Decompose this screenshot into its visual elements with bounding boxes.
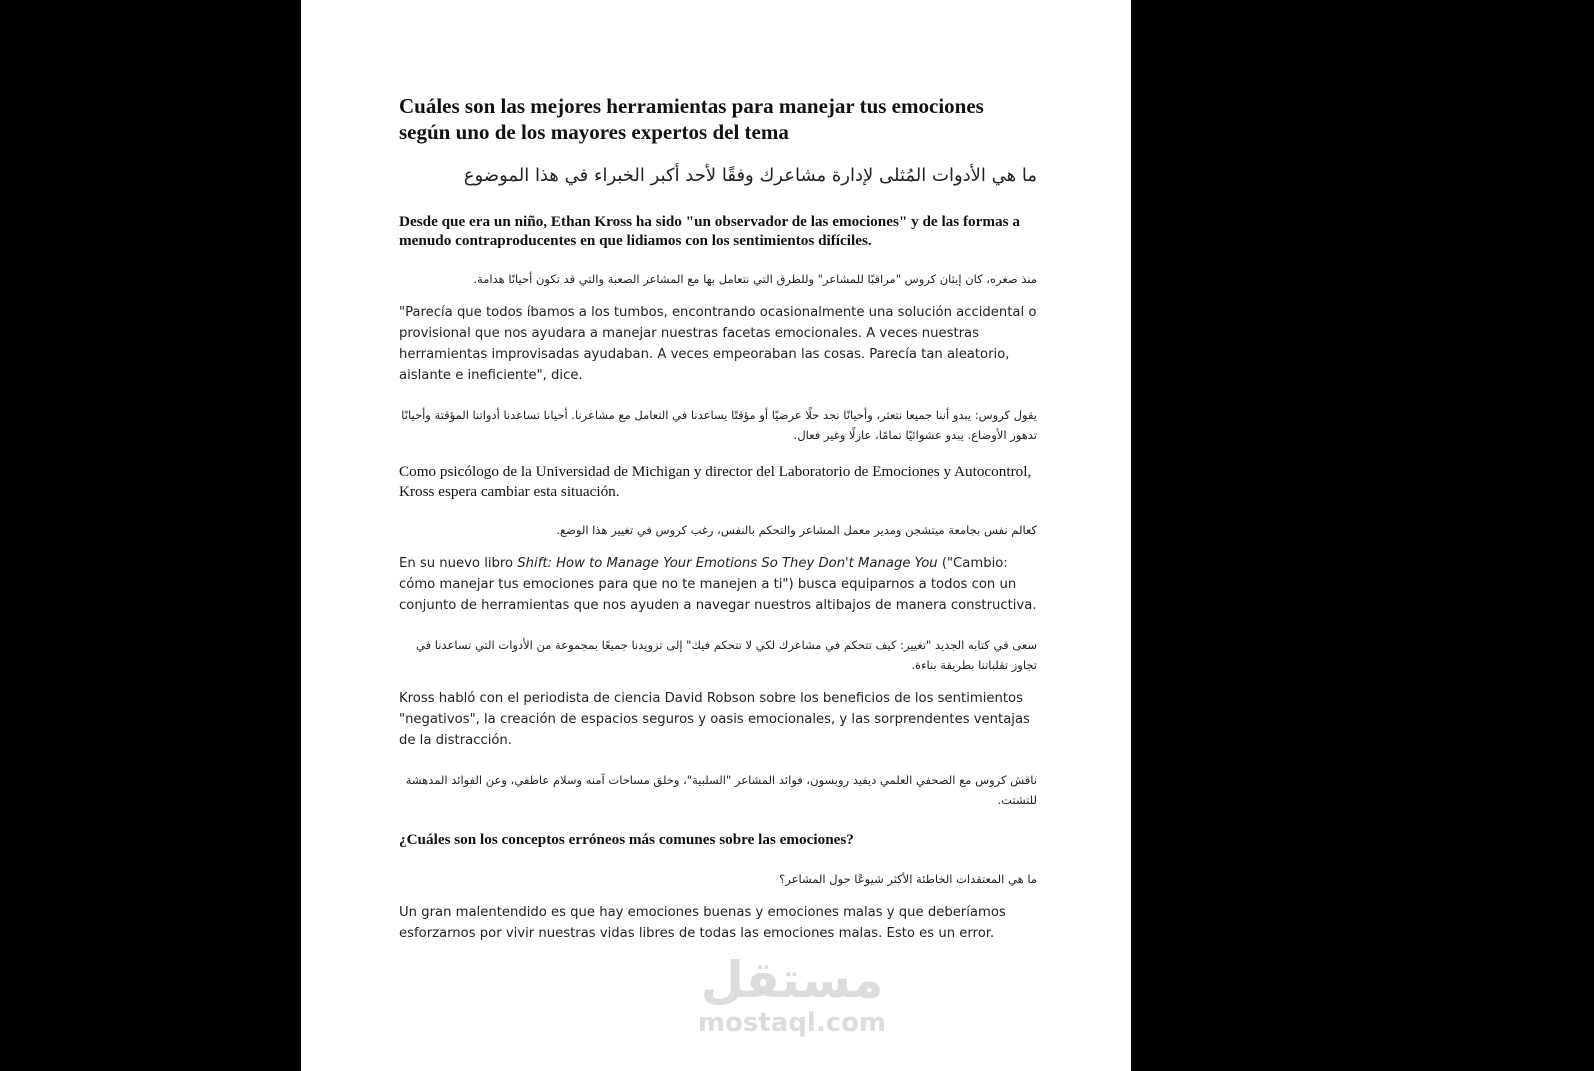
psychologist-paragraph-arabic: كعالم نفس بجامعة ميتشجن ومدير معمل المشاعر والتحكم بالنفس، رغب كروس في تغيير هذا الوضع.	[556, 523, 1037, 537]
section-subheading: ¿Cuáles son los conceptos erróneos más comunes sobre las emociones?	[399, 831, 854, 848]
lead-paragraph: Desde que era un niño, Ethan Kross ha sido "un observador de las emociones" y de las formas a menudo contraproducentes en que lidiamos con los sentimientos difíciles.	[399, 213, 1020, 249]
book-paragraph-arabic: سعى في كتابه الجديد "تغيير: كيف تتحكم في مشاعرك لكي لا تتحكم فيك" إلى تزويدنا جميعًا بمجموعة من الأدوات التي تساعدنا في تجاوز تقلباتنا بطريقة بناءة.	[416, 638, 1037, 672]
section-subheading-arabic: ما هي المعتقدات الخاطئة الأكثر شيوعًا حول المشاعر؟	[779, 872, 1037, 886]
book-paragraph-rest: ("Cambio: cómo manejar tus emociones para que no te manejen a ti") busca equiparnos a todos con un conjunto de herramientas que nos ayuden a navegar nuestros altibajos de manera constructiva.	[399, 556, 1037, 613]
interview-paragraph-arabic: ناقش كروس مع الصحفي العلمي ديفيد روبسون، فوائد المشاعر "السلبية"، وخلق مساحات آمنه وسلام عاطفي، وعن الفوائد المدهشة للتشتت.	[405, 773, 1037, 807]
book-paragraph	[399, 553, 1037, 616]
watermark-latin-text: mostaql.com	[697, 1008, 887, 1038]
book-paragraph-intro: En su nuevo libro	[399, 556, 518, 571]
watermark-arabic-text: مستقل	[700, 951, 884, 1009]
document-content	[399, 93, 1037, 944]
lead-paragraph-arabic: منذ صغره، كان إيثان كروس "مراقبًا للمشاعر" وللطرق التي نتعامل بها مع المشاعر الصعبة والتي قد تكون أحيانًا هدامة.	[473, 272, 1037, 286]
quote-paragraph: "Parecía que todos íbamos a los tumbos, encontrando ocasionalmente una solución accidental o provisional que nos ayudara a manejar nuestras facetas emocionales. A veces nuestras herramientas improvisadas ayudaban. A veces empeoraban las cosas. Parecía tan aleatorio, aislante e ineficiente", dice.	[399, 305, 1037, 383]
interview-paragraph: Kross habló con el periodista de ciencia David Robson sobre los beneficios de los sentimientos "negativos", la creación de espacios seguros y oasis emocionales, y las sorprendentes ventajas de la distracción.	[399, 691, 1030, 748]
article-title-arabic: ما هي الأدوات المُثلى لإدارة مشاعرك وفقًا لأحد أكبر الخبراء في هذا الموضوع	[463, 165, 1037, 186]
book-title: Shift: How to Manage Your Emotions So They Don't Manage You	[517, 556, 938, 571]
psychologist-paragraph: Como psicólogo de la Universidad de Michigan y director del Laboratorio de Emociones y Autocontrol, Kross espera cambiar esta situación.	[399, 463, 1032, 500]
mostaql-watermark	[692, 952, 892, 1038]
quote-paragraph-arabic: يقول كروس: يبدو أننا جميعا نتعثر، وأحيانًا نجد حلًا عرضيًا أو مؤقتًا يساعدنا في التعامل مع مشاعرنا. أحيانا تساعدنا أدواتنا المؤقتة وأحيانًا تدهور الأوضاع. يبدو عشوائيًا تمامًا، عازلًا وغير فعال.	[401, 408, 1037, 442]
article-title: Cuáles son las mejores herramientas para manejar tus emociones según uno de los mayores expertos del tema	[399, 94, 984, 144]
misconception-paragraph: Un gran malentendido es que hay emociones buenas y emociones malas y que deberíamos esforzarnos por vivir nuestras vidas libres de todas las emociones malas. Esto es un error.	[399, 905, 1006, 941]
document-page	[301, 0, 1131, 1071]
